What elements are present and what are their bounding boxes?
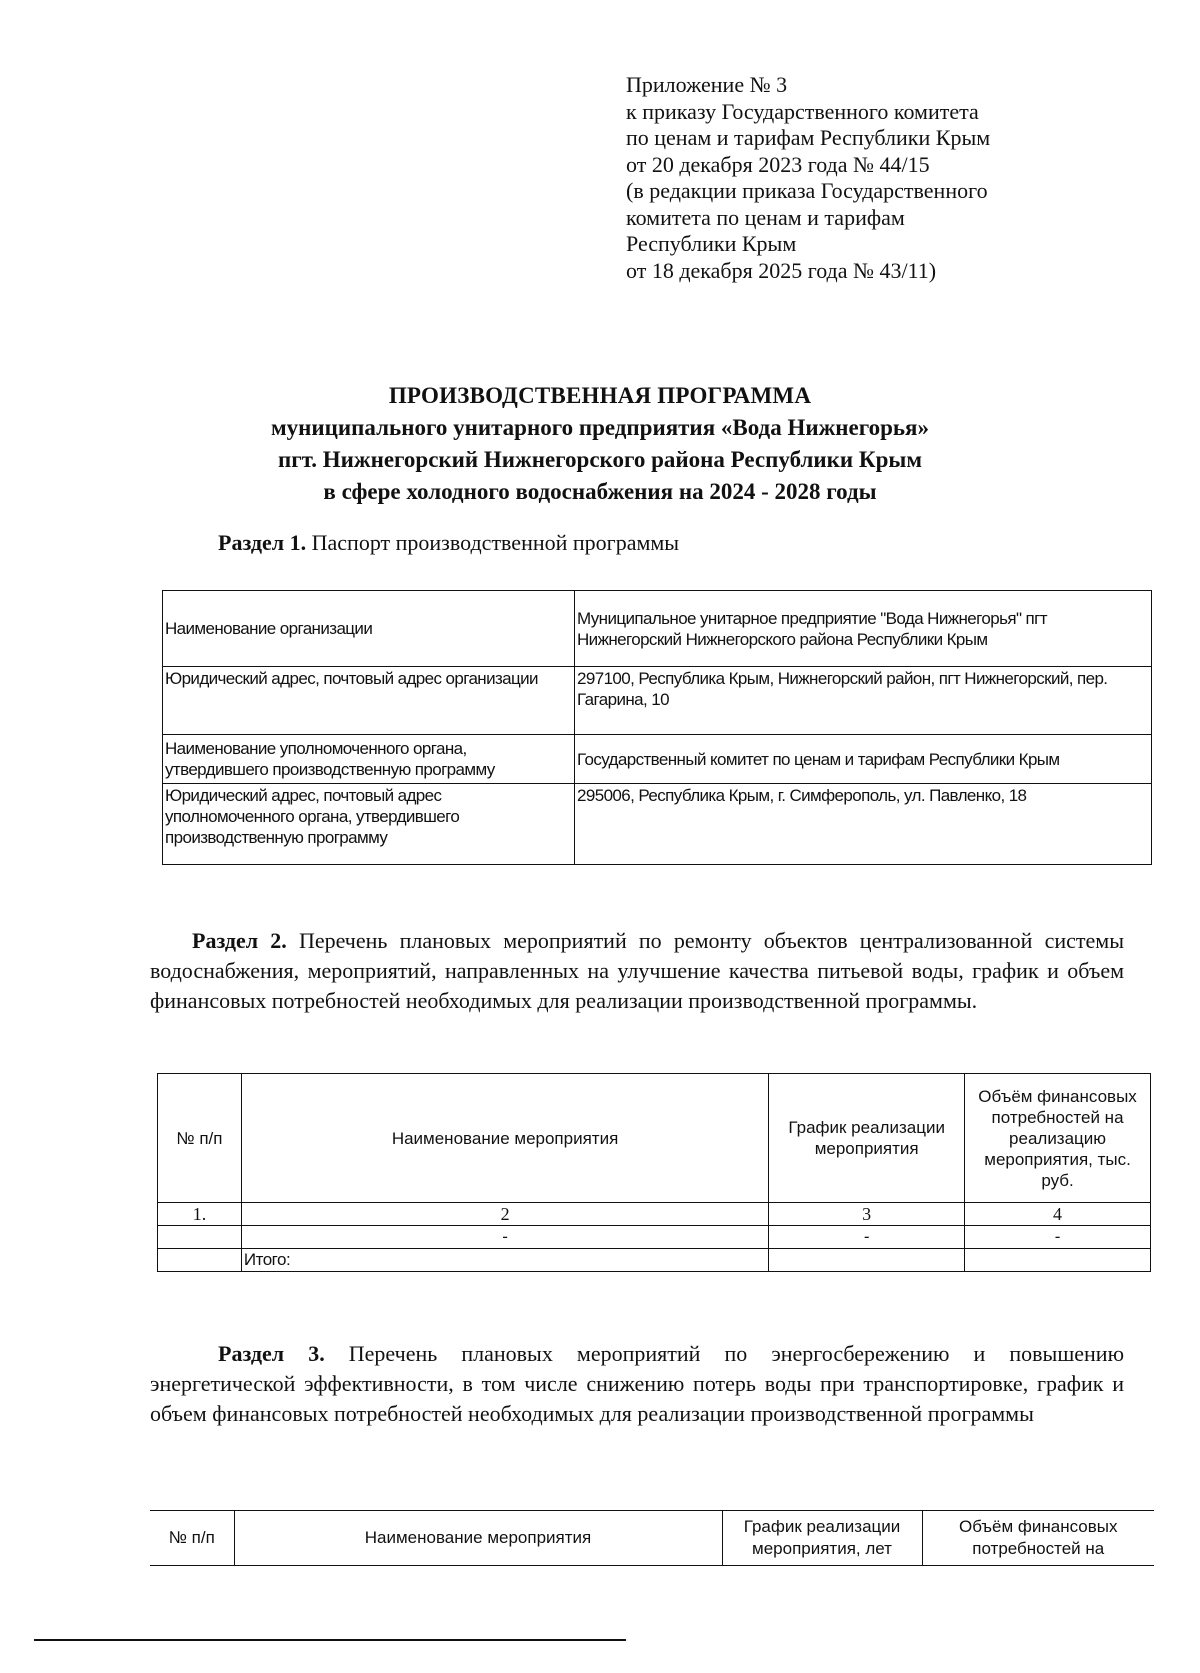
- appendix-line: Приложение № 3: [626, 72, 788, 97]
- total-label: Итого:: [241, 1249, 768, 1272]
- section1-text: Паспорт производственной программы: [311, 530, 680, 555]
- table-cell: 3: [769, 1203, 965, 1226]
- col-header-finance: Объём финансовых потребностей на: [922, 1511, 1154, 1566]
- appendix-line: комитета по ценам и тарифам: [626, 204, 905, 230]
- footnote-divider: [34, 1639, 626, 1641]
- section2-label: Раздел 2.: [192, 928, 287, 953]
- col-header-finance: Объём финансовых потребностей на реализацию мероприятия, тыс. руб.: [965, 1074, 1151, 1203]
- col-header-number: № п/п: [150, 1511, 234, 1566]
- passport-field-name: Наименование организации: [163, 591, 575, 667]
- passport-field-name: Наименование уполномоченного органа, утвердившего производственную программу: [163, 735, 575, 784]
- col-header-schedule: График реализации мероприятия: [769, 1074, 965, 1203]
- table-cell: [965, 1249, 1151, 1272]
- appendix-line: по ценам и тарифам Республики Крым: [626, 125, 991, 150]
- appendix-line: от 20 декабря 2023 года № 44/15: [626, 151, 930, 177]
- table-cell: 1.: [158, 1203, 242, 1226]
- col-header-number: № п/п: [158, 1074, 242, 1203]
- appendix-line: (в редакции приказа Государственного: [626, 178, 988, 203]
- appendix-line: от 18 декабря 2025 года № 43/11): [626, 257, 937, 283]
- measures-table: [157, 1073, 1151, 1272]
- table-cell: [769, 1249, 965, 1272]
- section3-label: Раздел 3.: [218, 1341, 325, 1366]
- table-row: [163, 667, 1152, 735]
- section3-paragraph: [150, 1339, 1124, 1429]
- passport-field-value: 295006, Республика Крым, г. Симферополь, ул. Павленко, 18: [575, 784, 1152, 865]
- column-number-row: [158, 1203, 1151, 1226]
- table-header-row: [150, 1511, 1154, 1566]
- table-cell: 4: [965, 1203, 1151, 1226]
- title-main: ПРОИЗВОДСТВЕННАЯ ПРОГРАММА: [388, 383, 812, 408]
- passport-field-name: Юридический адрес, почтовый адрес уполномоченного органа, утвердившего производственную программу: [163, 784, 575, 865]
- table-row: [158, 1226, 1151, 1249]
- col-header-name: Наименование мероприятия: [234, 1511, 722, 1566]
- appendix-line: Республики Крым: [626, 231, 797, 256]
- title-line-3: пгт. Нижнегорский Нижнегорского района Республики Крым: [277, 447, 922, 472]
- energy-table: [150, 1510, 1154, 1566]
- table-cell: 2: [241, 1203, 768, 1226]
- appendix-header: [626, 72, 1076, 284]
- col-header-schedule: График реализации мероприятия, лет: [722, 1511, 922, 1566]
- table-row: [163, 784, 1152, 865]
- total-row: [158, 1249, 1151, 1272]
- title-line-2: муниципального унитарного предприятия «Вода Нижнегорья»: [271, 415, 929, 440]
- appendix-line: к приказу Государственного комитета: [626, 98, 979, 124]
- table-cell: -: [769, 1226, 965, 1249]
- document-title: [0, 380, 1200, 508]
- title-line-4: в сфере холодного водоснабжения на 2024 - 2028 годы: [323, 479, 877, 504]
- table-cell: -: [241, 1226, 768, 1249]
- passport-field-value: 297100, Республика Крым, Нижнегорский район, пгт Нижнегорский, пер. Гагарина, 10: [575, 667, 1152, 735]
- section1-label: Раздел 1.: [218, 530, 307, 555]
- table-cell: [158, 1226, 242, 1249]
- table-cell: -: [965, 1226, 1151, 1249]
- table-header-row: [158, 1074, 1151, 1203]
- table-row: [163, 735, 1152, 784]
- passport-field-name: Юридический адрес, почтовый адрес организации: [163, 667, 575, 735]
- col-header-name: Наименование мероприятия: [241, 1074, 768, 1203]
- passport-field-value: Муниципальное унитарное предприятие "Вода Нижнегорья" пгт Нижнегорский Нижнегорского района Республики Крым: [575, 591, 1152, 667]
- section1-heading: [218, 530, 679, 556]
- table-row: [163, 591, 1152, 667]
- section2-paragraph: [150, 926, 1124, 1016]
- section2-text: Перечень плановых мероприятий по ремонту объектов централизованной системы водоснабжения, мероприятий, направленных на улучшение качества питьевой воды, график и объем финансовых потребностей необходимых для реализации производственной программы.: [150, 928, 1124, 1013]
- table-cell: [158, 1249, 242, 1272]
- section3-text: Перечень плановых мероприятий по энергосбережению и повышению энергетической эффективности, в том числе снижению потерь воды при транспортировке, график и объем финансовых потребностей необходимых для реализации производственной программы: [150, 1341, 1125, 1426]
- passport-table: [162, 590, 1152, 865]
- passport-field-value: Государственный комитет по ценам и тарифам Республики Крым: [575, 735, 1152, 784]
